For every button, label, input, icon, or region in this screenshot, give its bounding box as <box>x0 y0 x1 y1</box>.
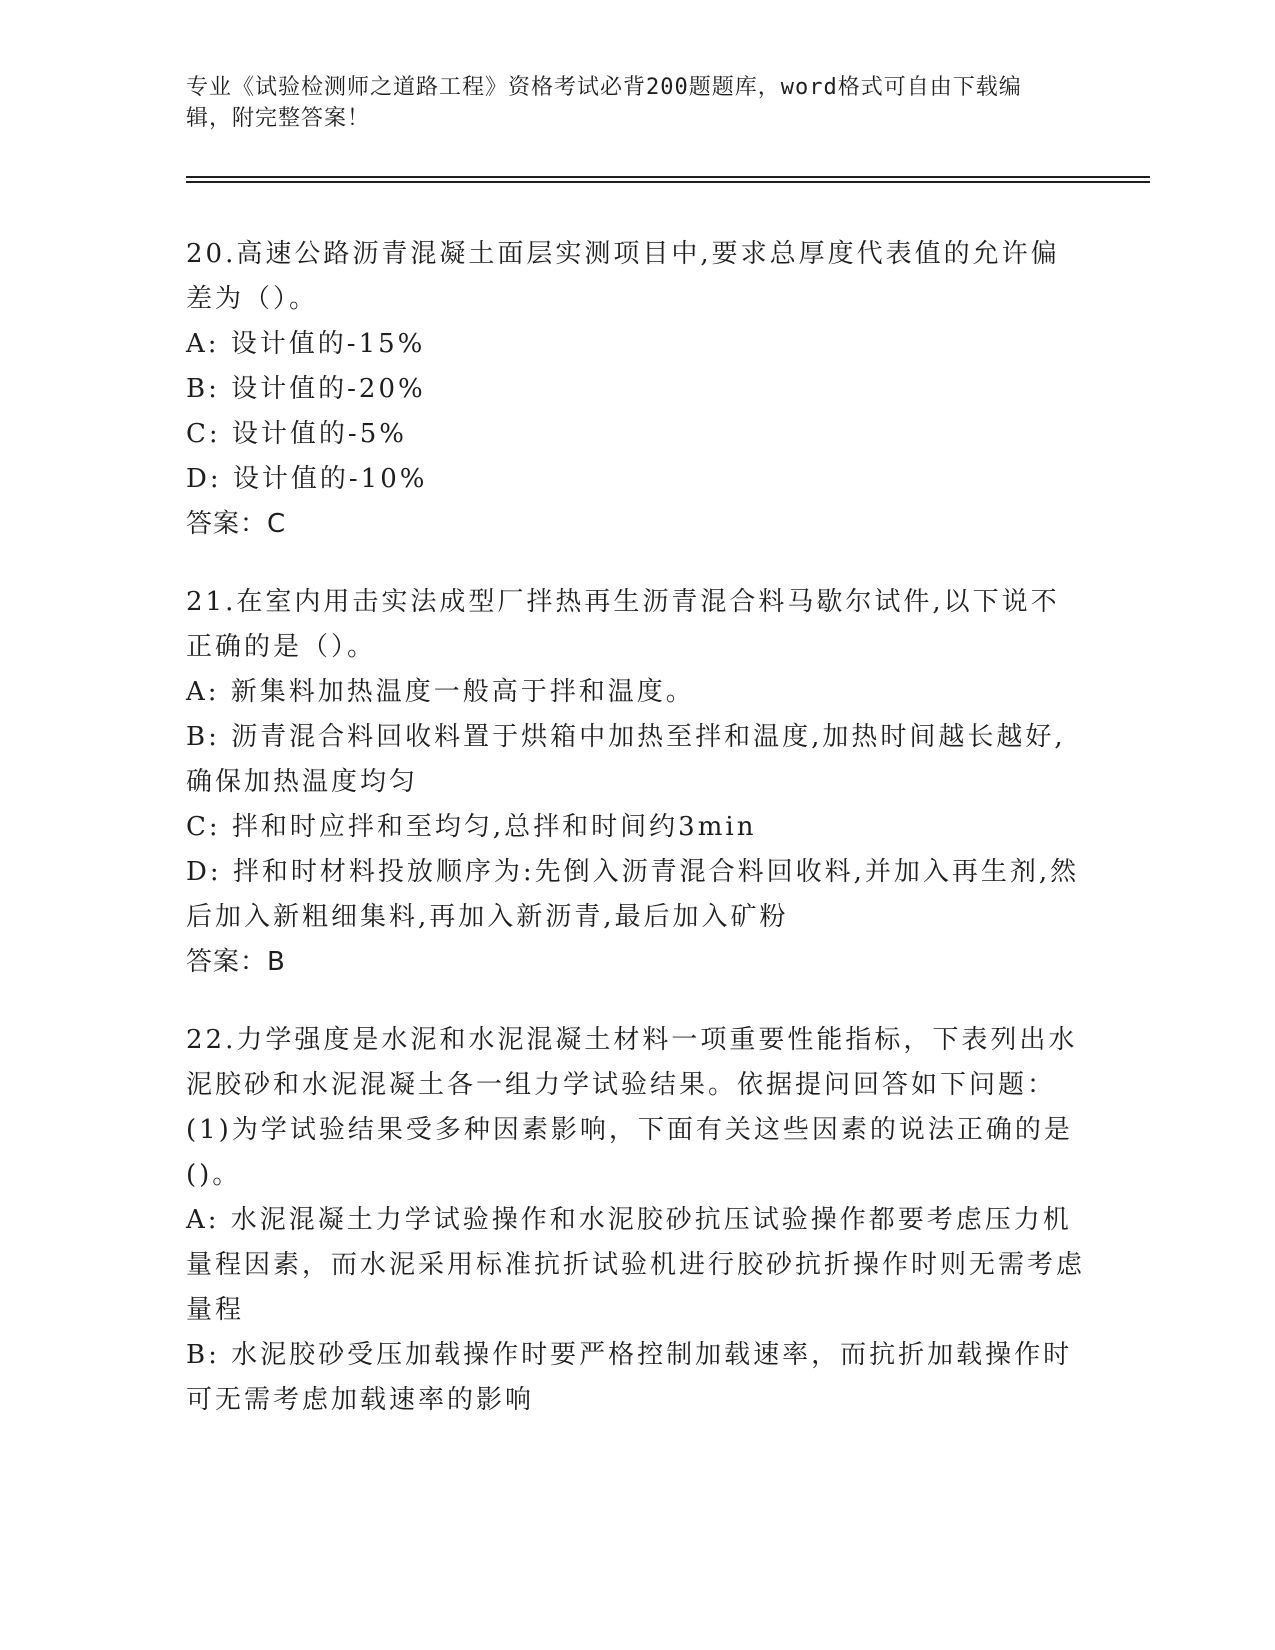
document-header: 专业《试验检测师之道路工程》资格考试必背200题题库，word格式可自由下载编辑，附完整答案！ <box>186 75 1022 131</box>
question-21 <box>186 580 1086 985</box>
option-a: A: 设计值的-15% <box>186 329 426 359</box>
option-c: C: 设计值的-5% <box>186 419 407 449</box>
header-divider-top <box>186 176 1150 178</box>
option-a: A: 水泥混凝土力学试验操作和水泥胶砂抗压试验操作都要考虑压力机量程因素，而水泥采用标准抗折试验机进行胶砂抗折操作时则无需考虑量程 <box>186 1205 1086 1325</box>
answer-text: 答案：B <box>186 947 286 977</box>
question-20 <box>186 232 1086 547</box>
header-divider-bottom <box>186 181 1150 183</box>
answer-text: 答案：C <box>186 509 287 539</box>
question-text: 22.力学强度是水泥和水泥混凝土材料一项重要性能指标，下表列出水泥胶砂和水泥混凝土各一组力学试验结果。依据提问回答如下问题：(1)为学试验结果受多种因素影响，下面有关这些因素的说法正确的是()。 <box>186 1025 1078 1190</box>
question-text: 21.在室内用击实法成型厂拌热再生沥青混合料马歇尔试件,以下说不正确的是（）。 <box>186 587 1060 662</box>
question-list <box>186 232 1086 1456</box>
option-b: B: 水泥胶砂受压加载操作时要严格控制加载速率，而抗折加载操作时可无需考虑加载速率的影响 <box>186 1340 1073 1415</box>
question-text: 20.高速公路沥青混凝土面层实测项目中,要求总厚度代表值的允许偏差为（）。 <box>186 239 1060 314</box>
option-c: C: 拌和时应拌和至均匀,总拌和时间约3min <box>186 812 757 842</box>
option-b: B: 设计值的-20% <box>186 374 426 404</box>
option-d: D: 拌和时材料投放顺序为:先倒入沥青混合料回收料,并加入再生剂,然后加入新粗细集料,再加入新沥青,最后加入矿粉 <box>186 857 1080 932</box>
option-b: B: 沥青混合料回收料置于烘箱中加热至拌和温度,加热时间越长越好,确保加热温度均匀 <box>186 722 1066 797</box>
option-d: D: 设计值的-10% <box>186 464 428 494</box>
question-22 <box>186 1018 1086 1423</box>
option-a: A: 新集料加热温度一般高于拌和温度。 <box>186 677 695 707</box>
